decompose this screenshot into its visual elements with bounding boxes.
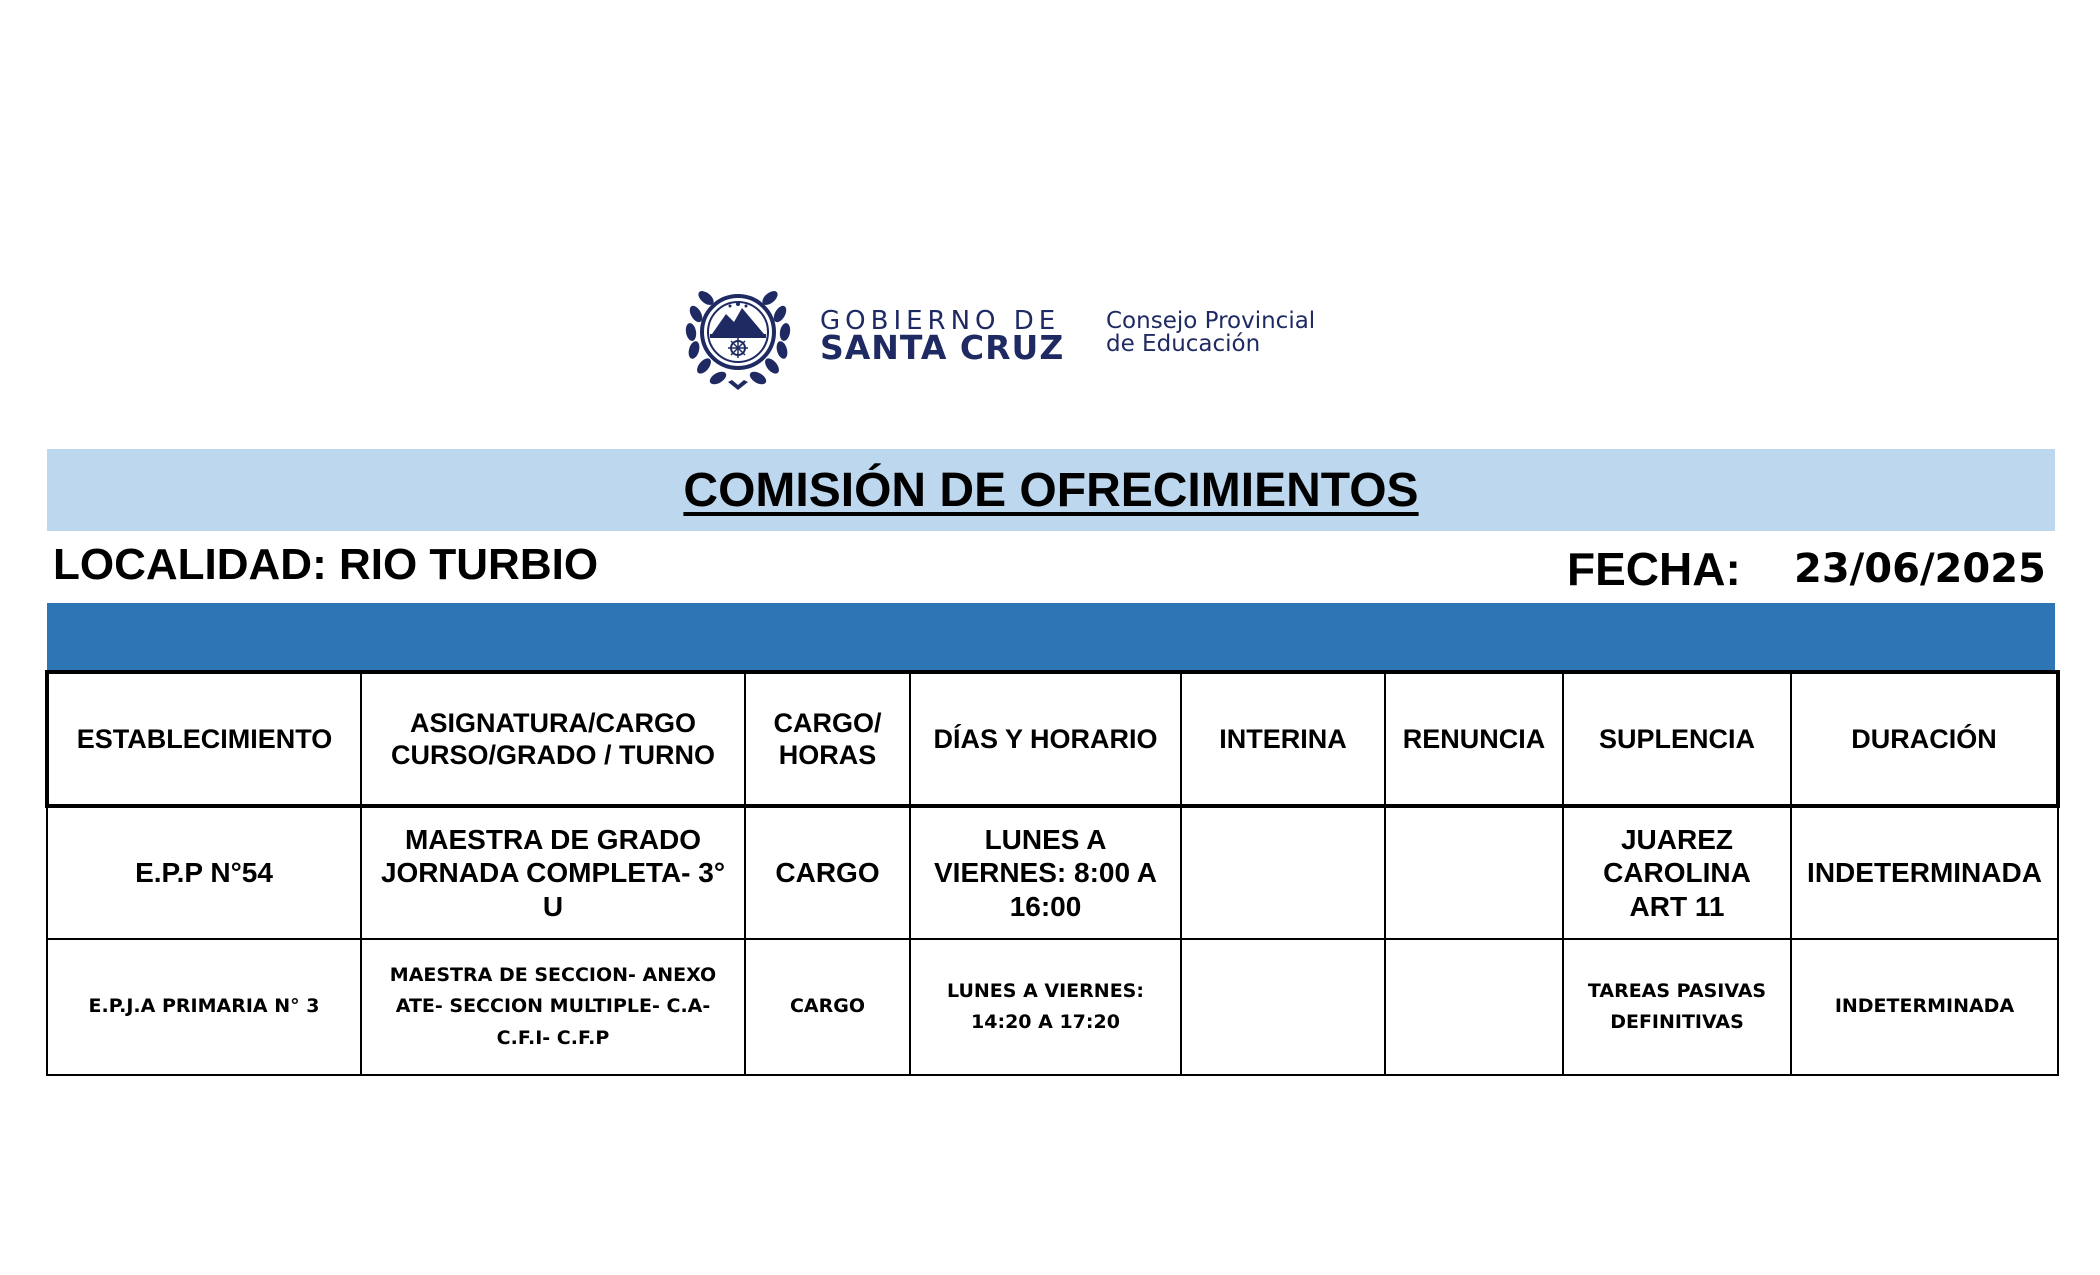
document-title: COMISIÓN DE OFRECIMIENTOS: [683, 463, 1419, 517]
government-line-2: SANTA CRUZ: [820, 328, 1065, 367]
table-cell: JUAREZ CAROLINA ART 11: [1563, 806, 1791, 939]
date-value: 23/06/2025: [1794, 546, 2046, 592]
table-cell: INDETERMINADA: [1791, 806, 2058, 939]
table-header-row: [47, 672, 2058, 806]
council-line-2: de Educación: [1106, 331, 1261, 357]
table-cell: MAESTRA DE SECCION- ANEXO ATE- SECCION MULTIPLE- C.A- C.F.I- C.F.P: [361, 939, 745, 1075]
government-line-1: GOBIERNO DE: [820, 306, 1061, 336]
table-cell: TAREAS PASIVAS DEFINITIVAS: [1563, 939, 1791, 1075]
provincial-seal-icon: [684, 274, 792, 392]
table-row: [47, 939, 2058, 1075]
column-header: DÍAS Y HORARIO: [910, 672, 1181, 806]
table-cell: [1181, 939, 1385, 1075]
title-band: [47, 449, 2055, 531]
column-header: ESTABLECIMIENTO: [47, 672, 361, 806]
council-line-1: Consejo Provincial: [1106, 308, 1316, 334]
table-cell: [1385, 806, 1563, 939]
government-logo: [684, 274, 1384, 392]
table-cell: E.P.P N°54: [47, 806, 361, 939]
table-cell: CARGO: [745, 939, 910, 1075]
table-cell: CARGO: [745, 806, 910, 939]
table-cell: MAESTRA DE GRADO JORNADA COMPLETA- 3° U: [361, 806, 745, 939]
header-band: [47, 603, 2055, 671]
column-header: SUPLENCIA: [1563, 672, 1791, 806]
column-header: CARGO/ HORAS: [745, 672, 910, 806]
date-label: FECHA:: [1567, 543, 1741, 595]
column-header: ASIGNATURA/CARGO CURSO/GRADO / TURNO: [361, 672, 745, 806]
column-header: DURACIÓN: [1791, 672, 2058, 806]
offers-table: [45, 670, 2060, 1076]
column-header: INTERINA: [1181, 672, 1385, 806]
table-cell: [1385, 939, 1563, 1075]
locality-label: LOCALIDAD: RIO TURBIO: [53, 540, 599, 589]
table-cell: LUNES A VIERNES: 14:20 A 17:20: [910, 939, 1181, 1075]
table-row: [47, 806, 2058, 939]
table-cell: INDETERMINADA: [1791, 939, 2058, 1075]
table-cell: LUNES A VIERNES: 8:00 A 16:00: [910, 806, 1181, 939]
table-cell: [1181, 806, 1385, 939]
column-header: RENUNCIA: [1385, 672, 1563, 806]
table-cell: E.P.J.A PRIMARIA N° 3: [47, 939, 361, 1075]
